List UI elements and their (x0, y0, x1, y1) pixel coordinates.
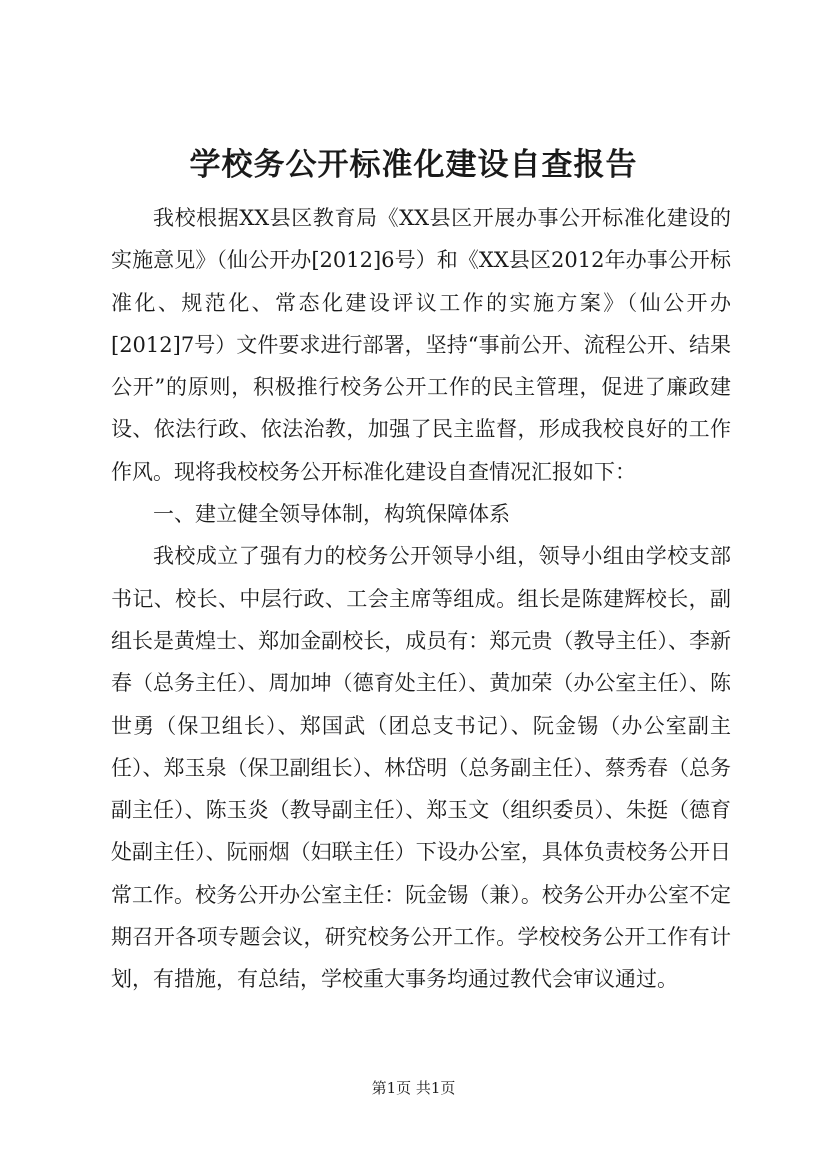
page-footer: 第1页 共1页 (371, 1079, 456, 1097)
section-heading: 一、建立健全领导体制，构筑保障体系 (153, 502, 510, 527)
document-body (111, 197, 731, 1001)
document-title: 学校务公开标准化建设自查报告 (189, 147, 638, 183)
intro-paragraph: 我校根据XX县区教育局《XX县区开展办事公开标准化建设的实施意见》（仙公开办[2012]6号）和《XX县区2012年办事公开标准化、规范化、常态化建设评议工作的实施方案》（仙公开办[2012]7号）文件要求进行部署，坚持“事前公开、流程公开、结果公开”的原则，积极推行校务公开工作的民主管理，促进了廉政建设、依法行政、依法治教，加强了民主监督，形成我校良好的工作作风。现将我校校务公开标准化建设自查情况汇报如下： (111, 206, 731, 484)
body-paragraph: 我校成立了强有力的校务公开领导小组，领导小组由学校支部书记、校长、中层行政、工会主席等组成。组长是陈建辉校长，副组长是黄煌士、郑加金副校长，成员有：郑元贵（教导主任）、李新春（总务主任）、周加坤（德育处主任）、黄加荣（办公室主任）、陈世勇（保卫组长）、郑国武（团总支书记）、阮金锡（办公室副主任）、郑玉泉（保卫副组长）、林岱明（总务副主任）、蔡秀春（总务副主任）、陈玉炎（教导副主任）、郑玉文（组织委员）、朱挺（德育处副主任）、阮丽烟（妇联主任）下设办公室，具体负责校务公开日常工作。校务公开办公室主任：阮金锡（兼）。校务公开办公室不定期召开各项专题会议，研究校务公开工作。学校校务公开工作有计划，有措施，有总结，学校重大事务均通过教代会审议通过。 (111, 544, 731, 992)
